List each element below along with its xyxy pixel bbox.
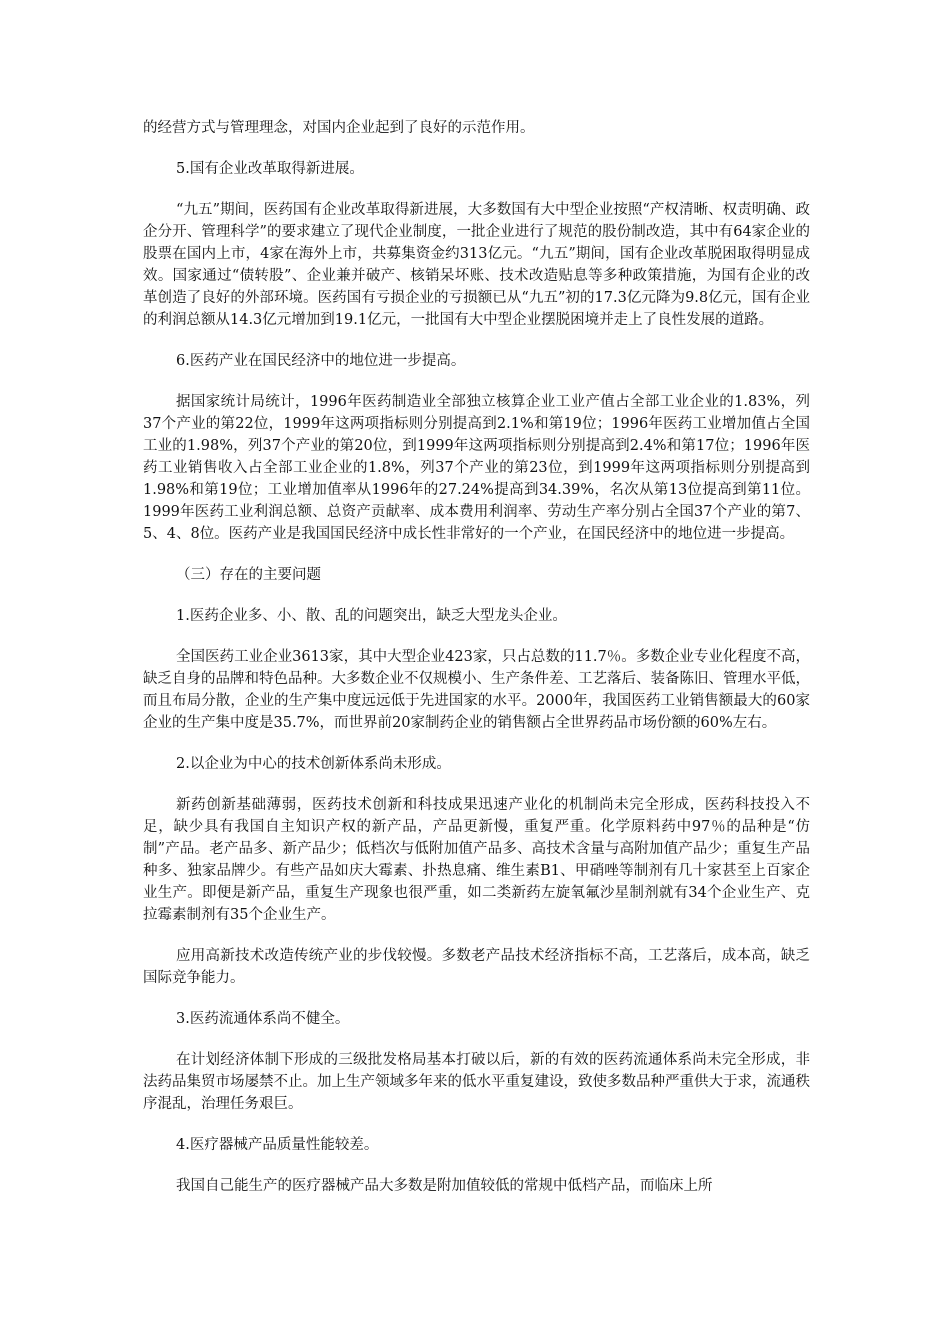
paragraph-enterprise-scale: 全国医药工业企业3613家，其中大型企业423家，只占总数的11.7％。多数企业专业化程度不高，缺乏自身的品牌和特色品种。大多数企业不仅规模小、生产条件差、工艺落后、装备陈旧、管理水平低，而且布局分散，企业的生产集中度远远低于先进国家的水平。2000年，我国医药工业销售额最大的60家企业的生产集中度是35.7%，而世界前20家制药企业的销售额占全世界药品市场份额的60%左右。	[143, 649, 810, 731]
chapter-heading-problems: （三）存在的主要问题	[176, 567, 321, 583]
paragraph-soe-reform: “九五”期间，医药国有企业改革取得新进展，大多数国有大中型企业按照“产权清晰、权责明确、政企分开、管理科学”的要求建立了现代企业制度，一批企业进行了规范的股份制改造，其中有64家企业的股票在国内上市，4家在海外上市，共募集资金约313亿元。“九五”期间，国有企业改革脱困取得明显成效。国家通过“债转股”、企业兼并破产、核销呆坏账、技术改造贴息等多种政策措施，为国有企业的改革创造了良好的外部环境。医药国有亏损企业的亏损额已从“九五”初的17.3亿元降为9.8亿元，国有企业的利润总额从14.3亿元增加到19.1亿元，一批国有大中型企业摆脱困境并走上了良性发展的道路。	[143, 202, 810, 328]
paragraph-innovation: 新药创新基础薄弱，医药技术创新和科技成果迅速产业化的机制尚未完全形成，医药科技投入不足，缺少具有我国自主知识产权的新产品，产品更新慢，重复严重。化学原料药中97％的品种是“仿制”产品。老产品多、新产品少；低档次与低附加值产品多、高技术含量与高附加值产品少；重复生产品种多、独家品牌少。有些产品如庆大霉素、扑热息痛、维生素B1、甲硝唑等制剂有几十家甚至上百家企业生产。即便是新产品，重复生产现象也很严重，如二类新药左旋氧氟沙星制剂就有34个企业生产、克拉霉素制剂有35个企业生产。	[143, 797, 810, 923]
paragraph-tech-upgrade: 应用高新技术改造传统产业的步伐较慢。多数老产品技术经济指标不高，工艺落后，成本高，缺乏国际竞争能力。	[143, 948, 810, 986]
paragraph-economic-status: 据国家统计局统计，1996年医药制造业全部独立核算企业工业产值占全部工业企业的1.83%，列37个产业的第22位，1999年这两项指标则分别提高到2.1%和第19位；1996年医药工业增加值占全国工业的1.98%，列37个产业的第20位，到1999年这两项指标则分别提高到2.4%和第17位；1996年医药工业销售收入占全部工业企业的1.8%，列37个产业的第23位，到1999年这两项指标则分别提高到1.98%和第19位；工业增加值率从1996年的27.24%提高到34.39%，名次从第13位提高到第11位。1999年医药工业利润总额、总资产贡献率、成本费用利润率、劳动生产率分别占全国37个产业的第7、5、4、8位。医药产业是我国国民经济中成长性非常好的一个产业，在国民经济中的地位进一步提高。	[143, 394, 810, 542]
problem-heading-4: 4.医疗器械产品质量性能较差。	[176, 1137, 379, 1153]
section-heading-5: 5.国有企业改革取得新进展。	[176, 161, 364, 177]
paragraph-distribution: 在计划经济体制下形成的三级批发格局基本打破以后，新的有效的医药流通体系尚未完全形成，非法药品集贸市场屡禁不止。加上生产领域多年来的低水平重复建设，致使多数品种严重供大于求，流通秩序混乱，治理任务艰巨。	[143, 1052, 810, 1112]
problem-heading-1: 1.医药企业多、小、散、乱的问题突出，缺乏大型龙头企业。	[176, 608, 567, 624]
paragraph-medical-devices: 我国自己能生产的医疗器械产品大多数是附加值较低的常规中低档产品，而临床上所	[176, 1178, 713, 1194]
section-heading-6: 6.医药产业在国民经济中的地位进一步提高。	[176, 353, 466, 369]
problem-heading-3: 3.医药流通体系尚不健全。	[176, 1011, 350, 1027]
paragraph-continuation: 的经营方式与管理理念，对国内企业起到了良好的示范作用。	[143, 120, 535, 136]
problem-heading-2: 2.以企业为中心的技术创新体系尚未形成。	[176, 756, 451, 772]
